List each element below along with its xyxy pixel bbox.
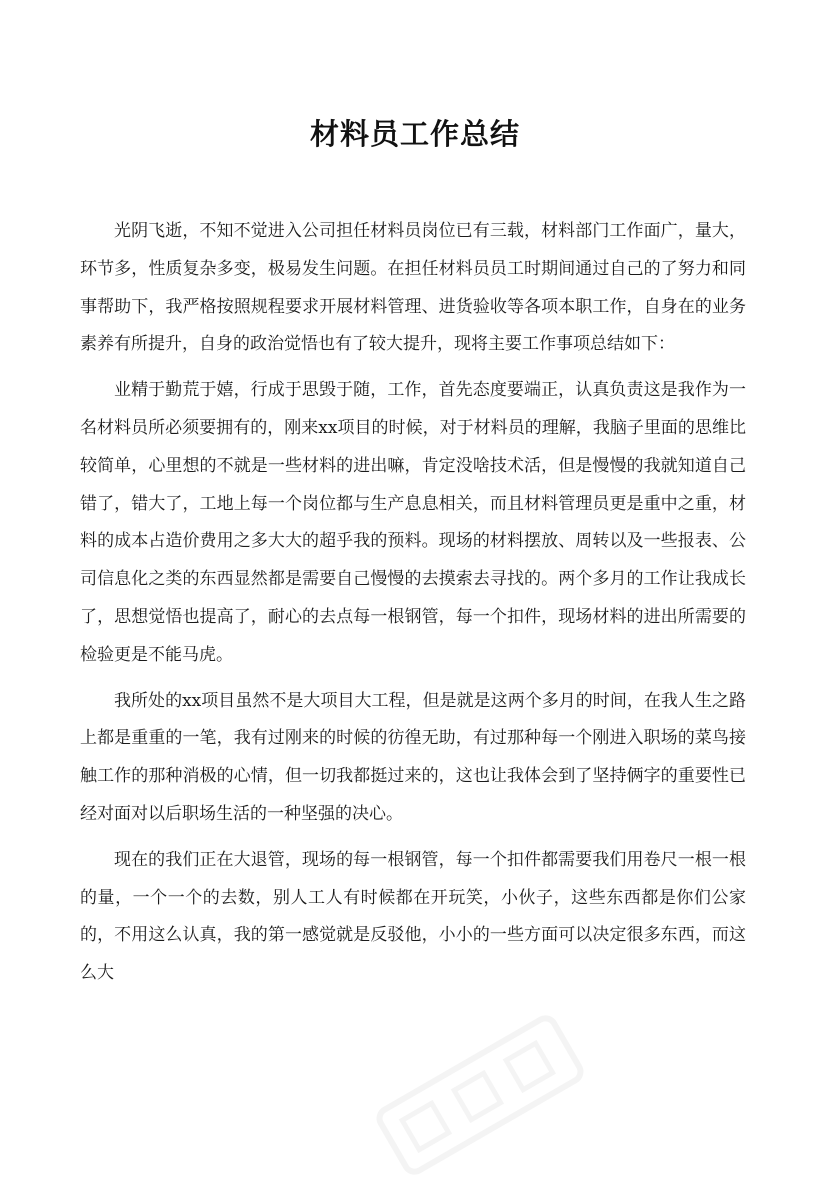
watermark-logo	[357, 992, 603, 1197]
paragraph-1: 光阴飞逝，不知不觉进入公司担任材料员岗位已有三载，材料部门工作面广，量大，环节多，性质复杂多变，极易发生问题。在担任材料员员工时期间通过自己的了努力和同事帮助下，我严格按照规程要求开展材料管理、进货验收等各项本职工作，自身在的业务素养有所提升，自身的政治觉悟也有了较大提升，现将主要工作事项总结如下：	[80, 221, 746, 355]
paragraph-4: 现在的我们正在大退管，现场的每一根钢管，每一个扣件都需要我们用卷尺一根一根的量，一个一个的去数，别人工人有时候都在开玩笑，小伙子，这些东西都是你们公家的，不用这么认真，我的第一感觉就是反驳他，小小的一些方面可以决定很多东西，而这么大	[80, 849, 746, 984]
page-title: 材料员工作总结	[309, 117, 520, 151]
paragraph-2: 业精于勤荒于嬉，行成于思毁于随，工作，首先态度要端正，认真负责这是我作为一名材料员所必须要拥有的，刚来xx项目的时候，对于材料员的理解，我脑子里面的思维比较简单，心里想的不就是一些材料的进出嘛，肯定没啥技术活，但是慢慢的我就知道自己错了，错大了，工地上每一个岗位都与生产息息相关，而且材料管理员更是重中之重，材料的成本占造价费用之多大大的超乎我的预料。现场的材料摆放、周转以及一些报表、公司信息化之类的东西显然都是需要自己慢慢的去摸索去寻找的。两个多月的工作让我成长了，思想觉悟也提高了，耐心的去点每一根钢管，每一个扣件，现场材料的进出所需要的检验更是不能马虎。	[80, 380, 746, 665]
paragraph-3: 我所处的xx项目虽然不是大项目大工程，但是就是这两个多月的时间，在我人生之路上都是重重的一笔，我有过刚来的时候的彷徨无助，有过那种每一个刚进入职场的菜鸟接触工作的那种消极的心情，但一切我都挺过来的，这也让我体会到了坚持俩字的重要性已经对面对以后职场生活的一种坚强的决心。	[80, 690, 746, 824]
document-body	[80, 213, 746, 1001]
